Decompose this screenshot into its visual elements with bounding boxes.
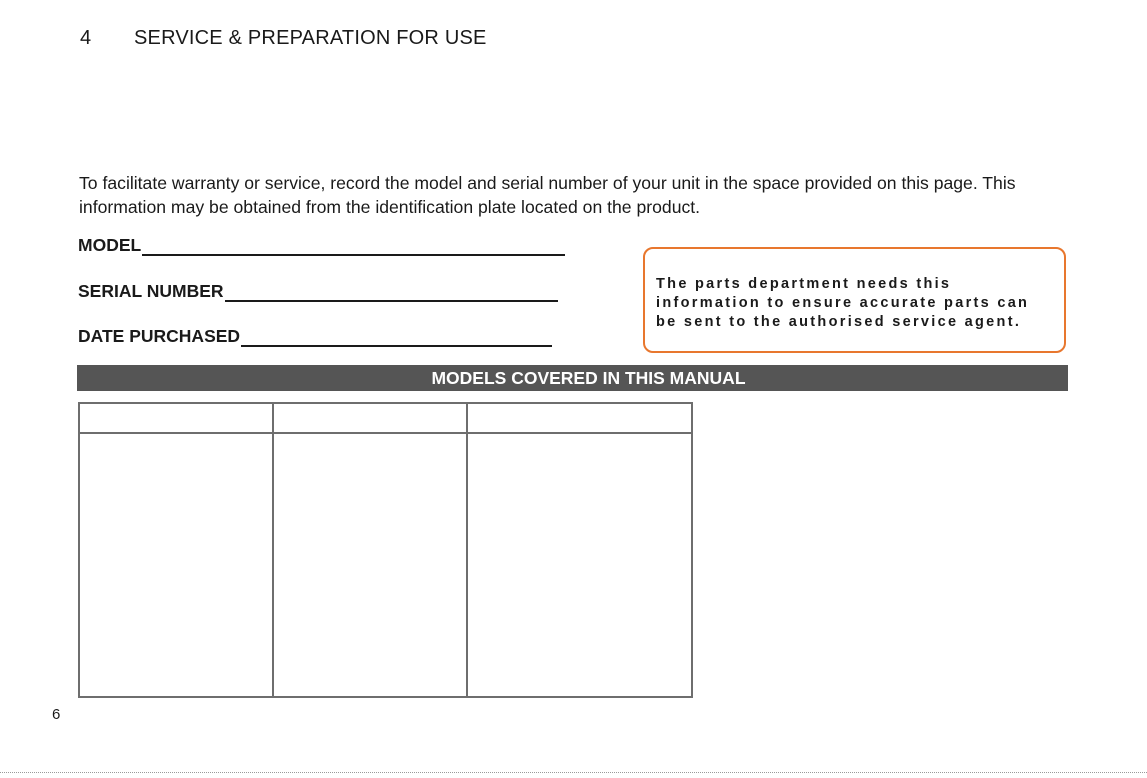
model-write-line	[142, 238, 565, 256]
models-table-header-cell	[467, 403, 692, 433]
serial-number-label: SERIAL NUMBER	[78, 281, 224, 301]
models-table-row	[79, 433, 692, 697]
model-field	[78, 235, 565, 256]
date-purchased-write-line	[241, 329, 552, 347]
models-table-cell	[273, 433, 467, 697]
date-purchased-label: DATE PURCHASED	[78, 326, 241, 346]
parts-notice-box	[643, 247, 1066, 353]
section-title: SERVICE & PREPARATION FOR USE	[134, 27, 487, 49]
models-table	[78, 402, 693, 698]
intro-paragraph: To facilitate warranty or service, record the model and serial number of your unit in the space provided on this page. This information may be obtained from the identification plate located on the product.	[79, 173, 1016, 217]
models-covered-banner	[77, 365, 1068, 391]
serial-number-write-line	[225, 284, 558, 302]
page-number: 6	[52, 706, 61, 723]
models-table-cell	[467, 433, 692, 697]
footer-divider	[0, 772, 1147, 773]
parts-notice-text: The parts department needs this information to ensure accurate parts can be sent to the authorised service agent.	[656, 276, 1030, 330]
section-heading	[80, 27, 487, 50]
models-table-header-cell	[79, 403, 273, 433]
date-purchased-field	[78, 326, 552, 347]
models-table-header-cell	[273, 403, 467, 433]
model-label: MODEL	[78, 235, 142, 255]
models-covered-title: MODELS COVERED IN THIS MANUAL	[431, 367, 746, 388]
serial-number-field	[78, 281, 558, 302]
section-number: 4	[80, 27, 92, 49]
models-table-cell	[79, 433, 273, 697]
models-table-header-row	[79, 403, 692, 433]
